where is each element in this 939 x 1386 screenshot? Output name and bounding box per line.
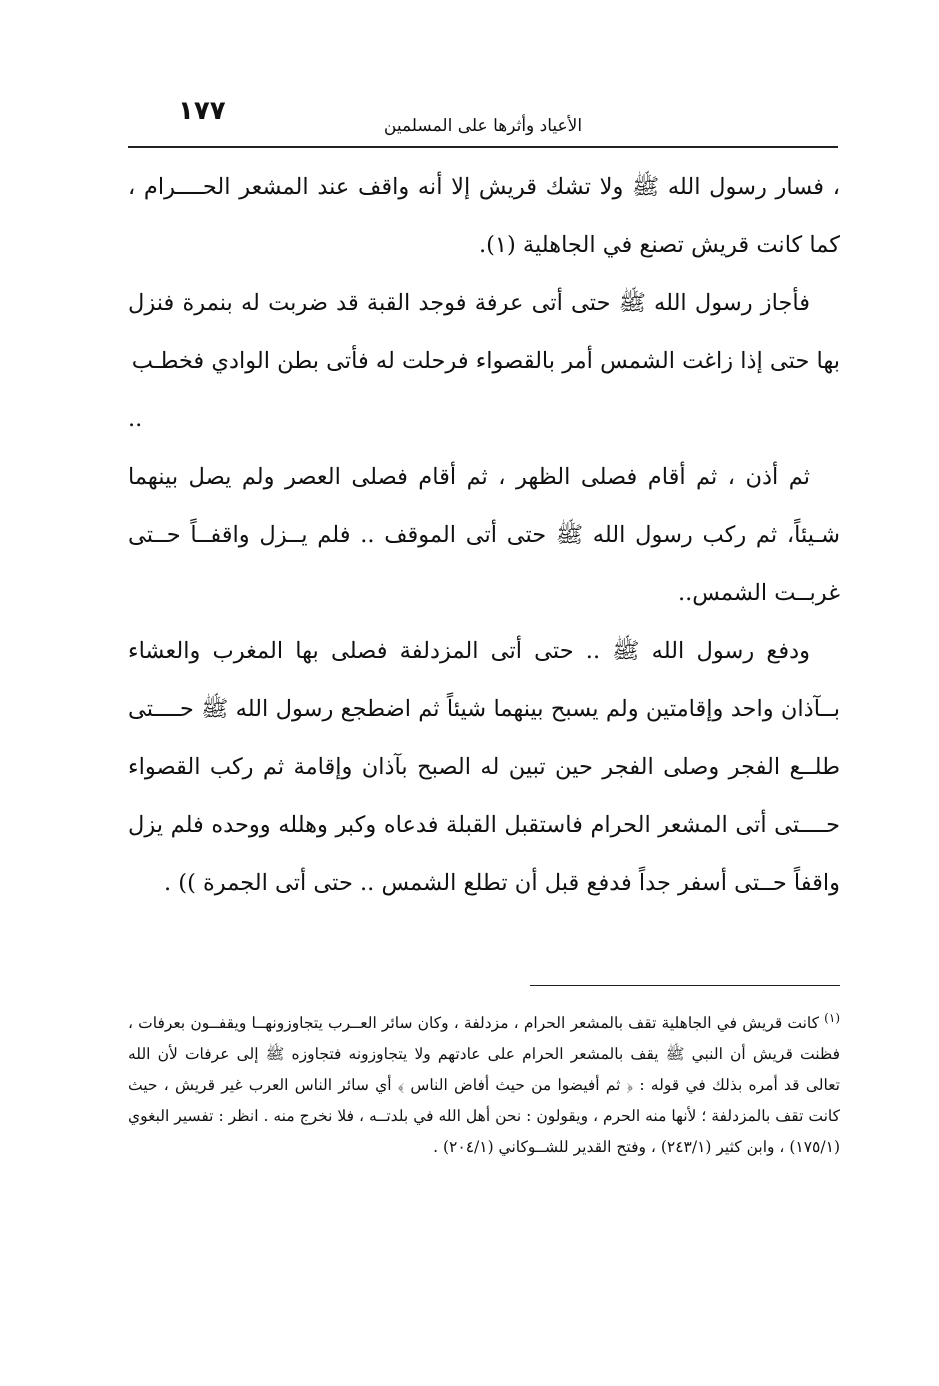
paragraph-1: ، فسار رسول الله ﷺ ولا تشك قريش إلا أنه واقف عند المشعر الحــــرام ، كما كانت قريش تصنع في الجاهلية (١). <box>128 174 840 258</box>
paragraph-3: ثم أذن ، ثم أقام فصلى الظهر ، ثم أقام فصلى العصر ولم يصل بينهما شـيئاً، ثم ركب رسول الله ﷺ حتى أتى الموقف .. فلم يــزل واقفــاً حــتى غربــت الشمس.. <box>128 464 840 606</box>
footnotes <box>128 1008 840 1163</box>
footnote-text: كانت قريش في الجاهلية تقف بالمشعر الحرام ، مزدلفة ، وكان سائر العــرب يتجاوزونهــا ويقفــون بعرفات ، فظنت قريش أن النبي ﷺ يقف بالمشعر الحرام على عادتهم ولا يتجاوزونه فتجاوزه ﷺ إلى عرفات لأن الله تعالى قد أمره بذلك في قوله : ﴿ ثم أفيضوا من حيث أفاض الناس ﴾ أي سائر الناس العرب غير قريش ، حيث كانت تقف بالمزدلفة ؛ لأنها منه الحرم ، ويقولون : نحن أهل الله في بلدتــه ، فلا نخرج منه . انظر : تفسير البغوي (١٧٥/١) ، وابن كثير (٢٤٣/١) ، وفتح القدير للشــوكاني (٢٠٤/١) . <box>128 1014 840 1156</box>
ellipsis-separator: .. <box>128 406 143 432</box>
main-text <box>128 158 840 912</box>
footnote-1 <box>128 1008 840 1163</box>
footnote-marker: (١) <box>824 1010 840 1025</box>
page-header <box>128 96 838 148</box>
footnote-divider <box>530 985 840 986</box>
running-title: الأعياد وأثرها على المسلمين <box>383 116 583 136</box>
page-number: ١٧٧ <box>178 96 226 126</box>
paragraph-4: ودفع رسول الله ﷺ .. حتى أتى المزدلفة فصلى بها المغرب والعشاء بــآذان واحد وإقامتين ولم يسبح بينهما شيئاً ثم اضطجع رسول الله ﷺ حــــتى طلــع الفجر وصلى الفجر حين تبين له الصبح بآذان وإقامة ثم ركب القصواء حــــتى أتى المشعر الحرام فاستقبل القبلة فدعاه وكبر وهلله ووحده فلم يزل واقفاً حــتى أسفر جداً فدفع قبل أن تطلع الشمس .. حتى أتى الجمرة )) . <box>128 638 840 896</box>
paragraph-2: فأجاز رسول الله ﷺ حتى أتى عرفة فوجد القبة قد ضربت له بنمرة فنزل بها حتى إذا زاغت الشمس أمر بالقصواء فرحلت له فأتى بطن الوادي فخطـب <box>128 290 840 374</box>
